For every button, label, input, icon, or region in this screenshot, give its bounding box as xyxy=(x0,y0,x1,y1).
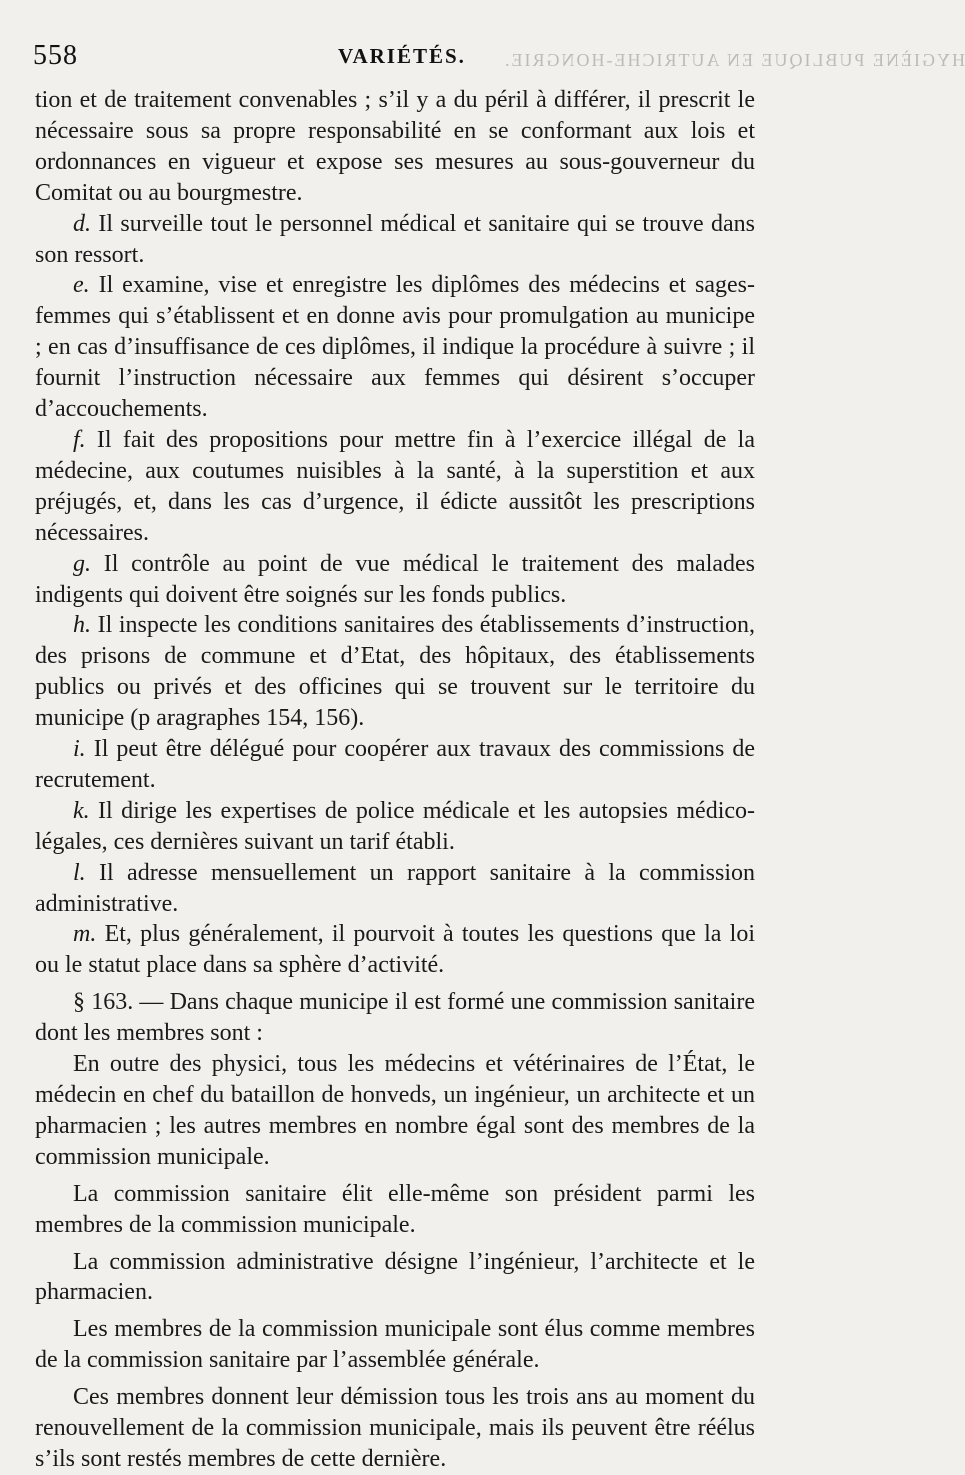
item-letter: i. xyxy=(73,736,86,763)
item-letter: f. xyxy=(73,426,86,453)
page-body xyxy=(35,85,755,1475)
item-k xyxy=(35,796,755,858)
item-l xyxy=(35,858,755,920)
item-text: Il adresse mensuellement un rapport sanitaire à la commission administrative. xyxy=(35,859,756,917)
item-text: Et, plus généralement, il pourvoit à toutes les questions que la loi ou le statut place dans sa sphère d’activité. xyxy=(35,921,756,979)
item-text: Il fait des propositions pour mettre fin à l’exercice illégal de la médecine, aux coutumes nuisibles à la santé, à la superstition et aux préjugés, et, dans les cas d’urgence, il édicte aussitôt les prescriptions nécessaires. xyxy=(35,426,756,546)
item-letter: g. xyxy=(73,550,91,577)
paragraph-designation: La commission administrative désigne l’ingénieur, l’architecte et le pharmacien. xyxy=(35,1248,755,1306)
item-letter: h. xyxy=(73,612,91,639)
item-m xyxy=(35,919,755,981)
running-title: VARIÉTÉS. xyxy=(338,44,466,68)
item-letter: k. xyxy=(73,797,90,824)
item-e xyxy=(35,270,755,425)
item-letter: d. xyxy=(73,210,91,237)
item-text: Il inspecte les conditions sanitaires des établissements d’instruction, des prisons de commune et d’Etat, des hôpitaux, des établissements publics ou privés et des officines qui se trouvent sur le territoire du municipe (p aragraphes 154, 156). xyxy=(35,612,755,732)
paragraph-election: Les membres de la commission municipale sont élus comme membres de la commission sanitaire par l’assemblée générale. xyxy=(35,1316,755,1374)
item-g xyxy=(35,549,755,611)
section-163: § 163. — Dans chaque municipe il est formé une commission sanitaire dont les membres sont : xyxy=(35,989,755,1047)
item-f xyxy=(35,425,755,549)
item-text: Il contrôle au point de vue médical le traitement des malades indigents qui doivent être soignés sur les fonds publics. xyxy=(35,550,756,608)
item-text: Il surveille tout le personnel médical et sanitaire qui se trouve dans son ressort. xyxy=(35,210,755,268)
item-letter: m. xyxy=(73,921,97,948)
paragraph-members: En outre des physici, tous les médecins et vétérinaires de l’État, le médecin en chef du bataillon de honveds, un ingénieur, un architecte et un pharmacien ; les autres membres en nombre égal sont des membres de la commission municipale. xyxy=(35,1051,755,1170)
item-text: Il peut être délégué pour coopérer aux travaux des commissions de recrutement. xyxy=(35,736,756,793)
item-d xyxy=(35,209,755,271)
page-number: 558 xyxy=(33,40,78,71)
item-text: Il examine, vise et enregistre les diplômes des médecins et sages-femmes qui s’établissent et en donne avis pour promulgation au municipe ; en cas d’insuffisance de ces diplômes, il indique la procédure à suivre ; il fournit l’instruction nécessaire aux femmes qui désirent s’occuper d’accouchements. xyxy=(35,272,755,423)
running-header xyxy=(33,40,965,80)
item-i xyxy=(35,734,755,796)
item-h xyxy=(35,610,755,734)
paragraph-president: La commission sanitaire élit elle-même son président parmi les membres de la commission municipale. xyxy=(35,1180,755,1238)
paragraph-continuation: tion et de traitement convenables ; s’il y a du péril à différer, il prescrit le nécessaire sous sa propre responsabilité en se conformant aux lois et ordonnances en vigueur et expose ses mesures au sous-gouverneur du Comitat ou au bourgmestre. xyxy=(35,87,755,206)
item-text: Il dirige les expertises de police médicale et les autopsies médico-légales, ces dernières suivant un tarif établi. xyxy=(35,797,756,855)
paragraph-resignation: Ces membres donnent leur démission tous les trois ans au moment du renouvellement de la commission municipale, mais ils peuvent être réélus s’ils sont restés membres de cette dernière. xyxy=(35,1384,755,1472)
item-letter: l. xyxy=(73,859,86,886)
item-letter: e. xyxy=(73,272,90,299)
bleed-through-text: HYGIÈNE PUBLIQUE EN AUTRICHE-HONGRIE. xyxy=(503,50,965,70)
